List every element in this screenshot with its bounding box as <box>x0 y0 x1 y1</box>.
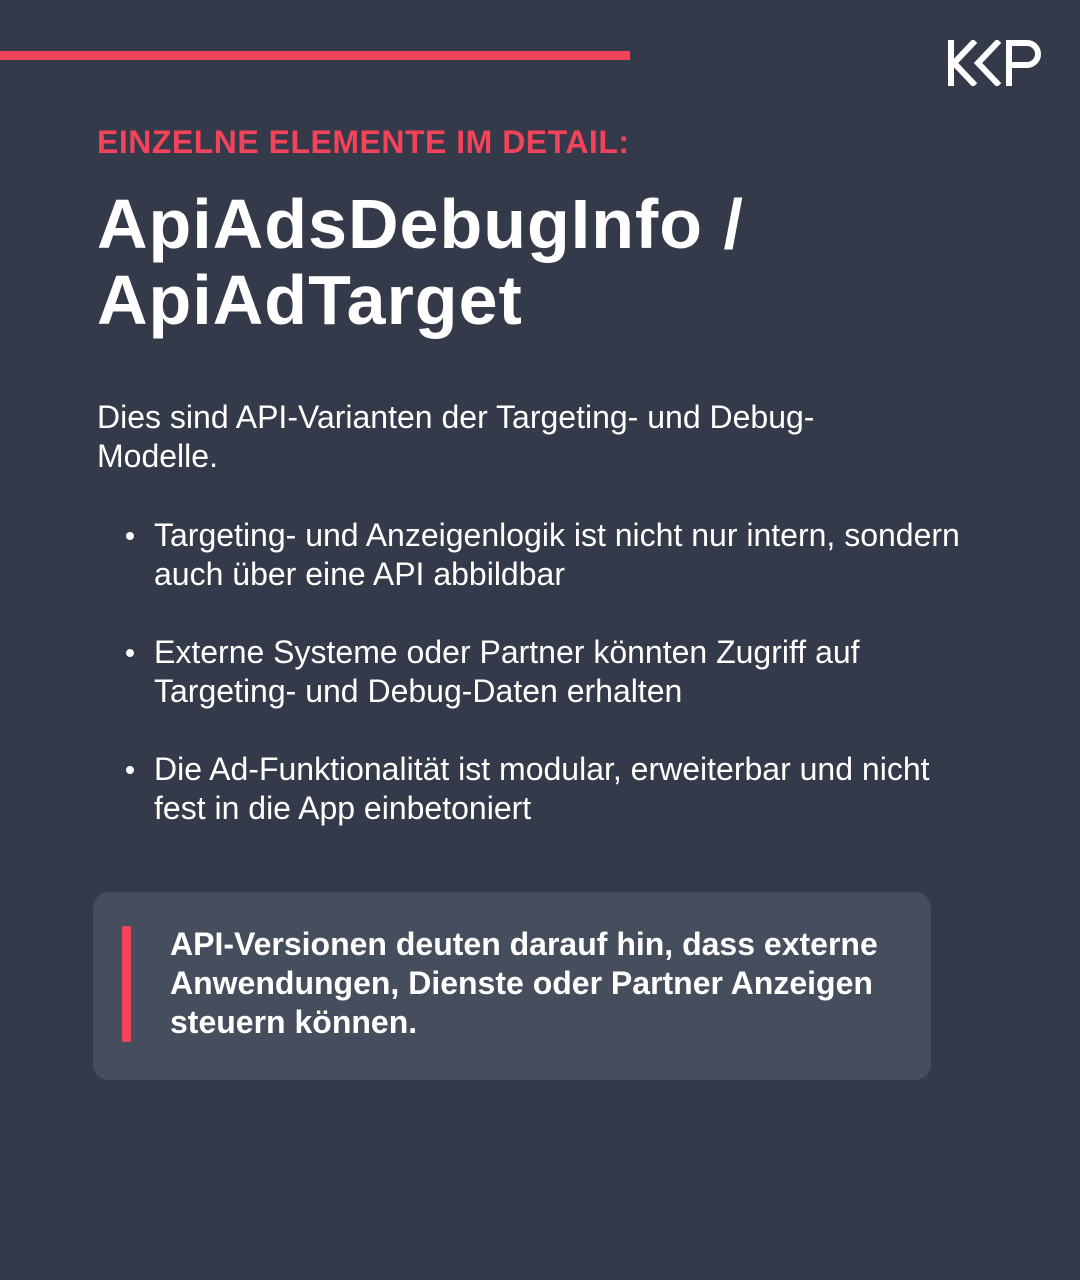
title-line-2: ApiAdTarget <box>97 261 523 339</box>
callout-accent-bar <box>122 926 131 1042</box>
title-line-1: ApiAdsDebugInfo / <box>97 185 744 263</box>
kkp-logo <box>947 40 1047 86</box>
bullet-dot-icon <box>126 532 134 540</box>
bullet-item <box>97 750 967 828</box>
callout-text: API-Versionen deuten darauf hin, dass externe Anwendungen, Dienste oder Partner Anzeigen steuern können. <box>170 926 878 1040</box>
callout-box <box>93 892 931 1080</box>
top-accent-bar <box>0 51 630 60</box>
page-title <box>97 186 997 338</box>
bullet-item <box>97 633 967 711</box>
bullet-text: Externe Systeme oder Partner könnten Zugriff auf Targeting- und Debug-Daten erhalten <box>154 634 860 709</box>
bullet-list <box>97 516 967 867</box>
eyebrow-heading: EINZELNE ELEMENTE IM DETAIL: <box>97 124 630 160</box>
bullet-text: Targeting- und Anzeigenlogik ist nicht nur intern, sondern auch über eine API abbildbar <box>154 517 960 592</box>
bullet-dot-icon <box>126 766 134 774</box>
bullet-item <box>97 516 967 594</box>
intro-paragraph: Dies sind API-Varianten der Targeting- und Debug-Modelle. <box>97 399 815 474</box>
bullet-text: Die Ad-Funktionalität ist modular, erweiterbar und nicht fest in die App einbetoniert <box>154 751 930 826</box>
bullet-dot-icon <box>126 649 134 657</box>
